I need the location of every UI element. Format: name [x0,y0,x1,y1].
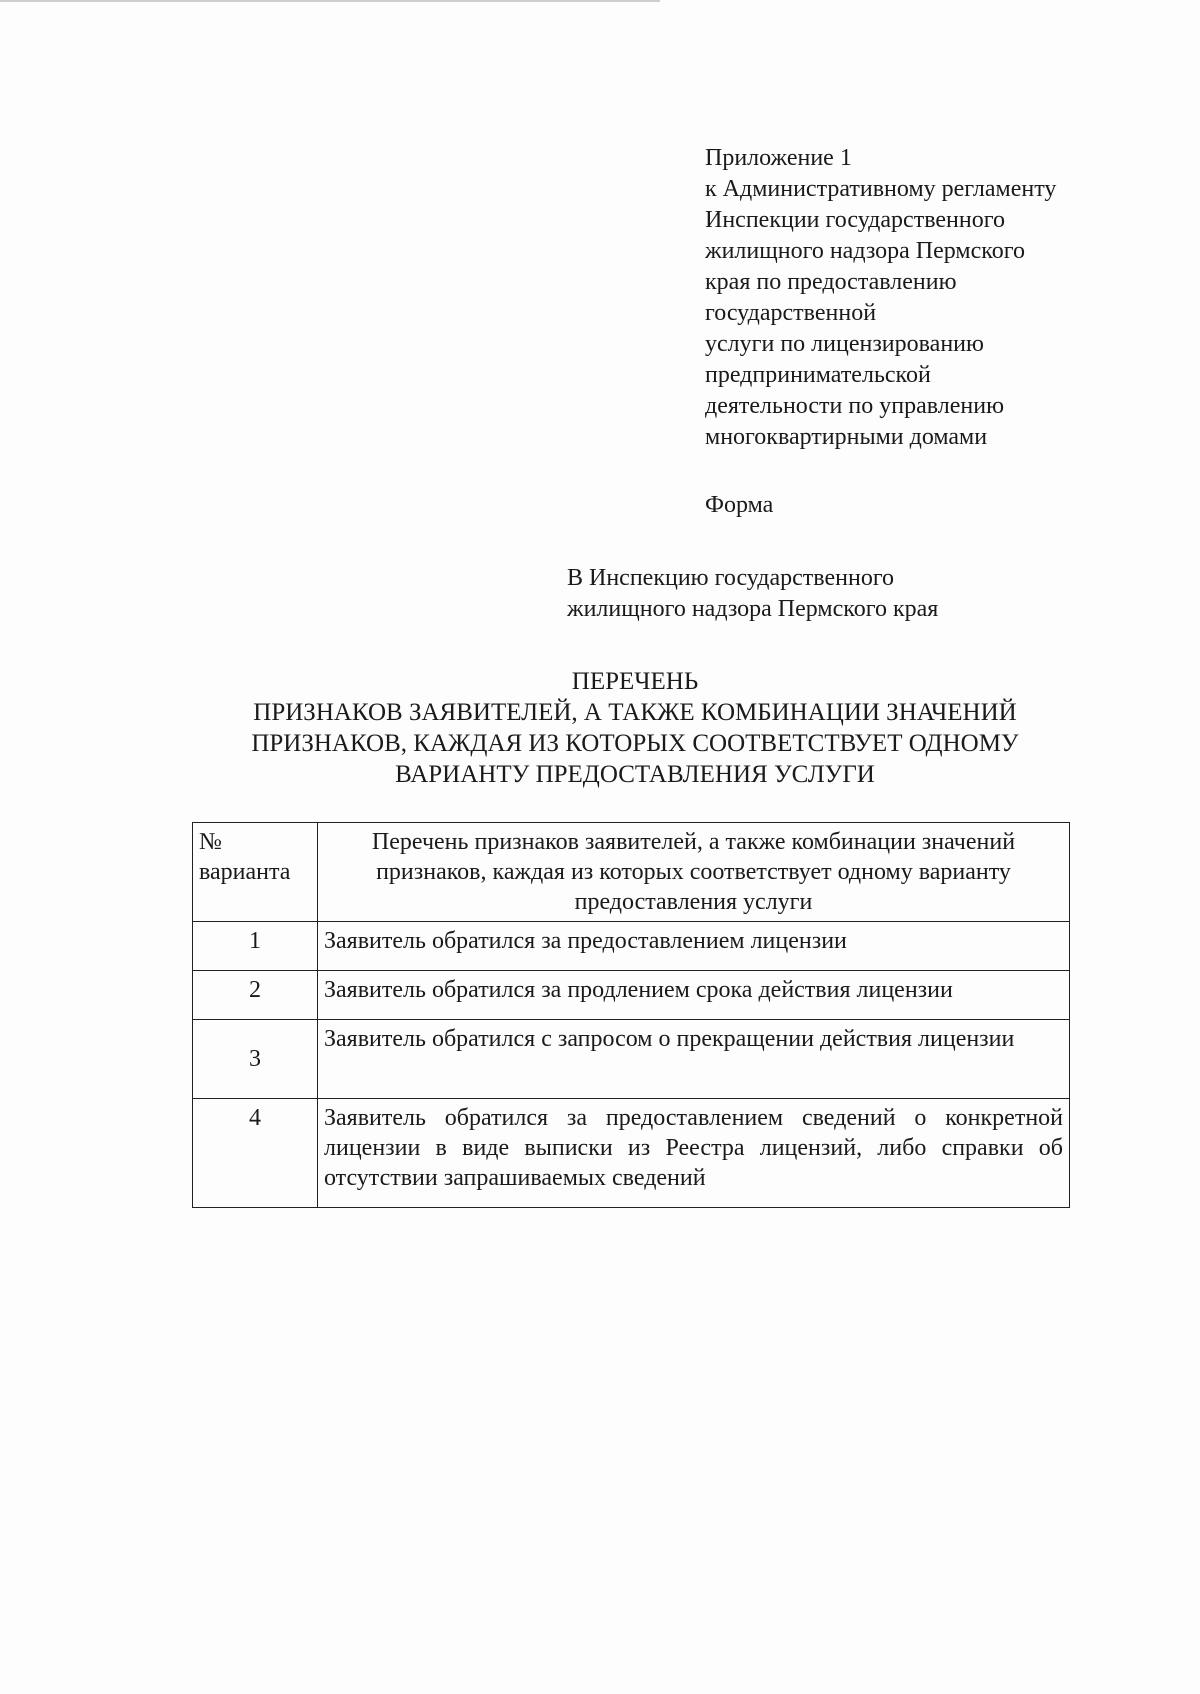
variant-description-cell: Заявитель обратился с запросом о прекращении действия лицензии [318,1020,1070,1099]
appendix-line: к Административному регламенту [705,176,1057,202]
variant-description-cell: Заявитель обратился за продлением срока действия лицензии [318,971,1070,1020]
table-row [193,1099,1070,1208]
appendix-line: Приложение 1 [705,145,852,171]
variant-number-cell: 1 [193,922,318,971]
addressee-block [567,563,938,625]
title-line: ВАРИАНТУ ПРЕДОСТАВЛЕНИЯ УСЛУГИ [395,761,875,788]
appendix-line: Инспекции государственного [705,207,1005,233]
table-row [193,971,1070,1020]
scan-edge [0,0,660,2]
form-label: Форма [705,492,774,518]
variant-number-cell: 2 [193,971,318,1020]
document-title [180,666,1090,790]
header-num-word: варианта [199,859,291,885]
table-header-row [193,823,1070,922]
appendix-line: услуги по лицензированию [705,331,984,357]
addressee-line: В Инспекцию государственного [567,565,895,591]
title-line: ПРИЗНАКОВ ЗАЯВИТЕЛЕЙ, А ТАКЖЕ КОМБИНАЦИИ ЗНАЧЕНИЙ [253,699,1017,726]
addressee-line: жилищного надзора Пермского края [567,596,939,622]
appendix-line: многоквартирными домами [705,424,988,450]
variant-description-cell: Заявитель обратился за предоставлением сведений о конкретной лицензии в виде выписки из Реестра лицензий, либо справки об отсутствии запрашиваемых сведений [318,1099,1070,1208]
title-line: ПЕРЕЧЕНЬ [571,668,699,695]
appendix-line: деятельности по управлению [705,393,1004,419]
appendix-line: края по предоставлению [705,269,957,295]
appendix-line: предпринимательской [705,362,931,388]
variant-number-cell: 3 [193,1020,318,1099]
header-description: Перечень признаков заявителей, а также комбинации значений признаков, каждая из которых соответствует одному варианту предоставления услуги [318,823,1070,922]
appendix-line: жилищного надзора Пермского [705,238,1025,264]
table-row [193,1020,1070,1099]
title-line: ПРИЗНАКОВ, КАЖДАЯ ИЗ КОТОРЫХ СООТВЕТСТВУЕТ ОДНОМУ [251,730,1019,757]
appendix-line: государственной [705,300,877,326]
variants-table [192,822,1070,1208]
appendix-block [705,143,1125,453]
variant-number-cell: 4 [193,1099,318,1208]
header-variant-number [193,823,318,922]
header-num-sign: № [199,829,222,855]
variant-description-cell: Заявитель обратился за предоставлением лицензии [318,922,1070,971]
table-row [193,922,1070,971]
